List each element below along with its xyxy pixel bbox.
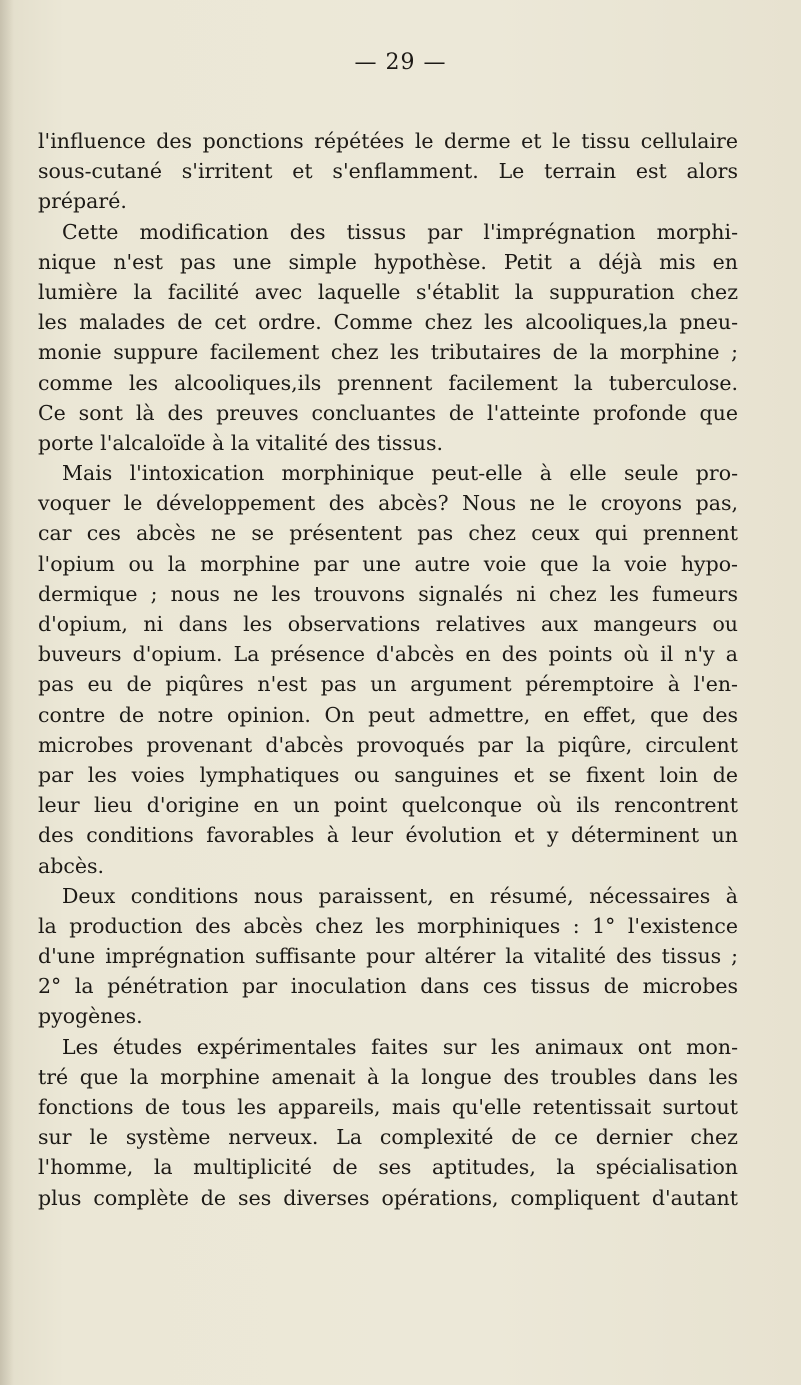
text-line: la production des abcès chez les morphiniques : 1° l'existence — [38, 913, 738, 938]
paragraph-first-line: Mais l'intoxication morphinique peut-elle à elle seule pro- — [62, 461, 738, 486]
text-line: l'influence des ponctions répétées le derme et le tissu cellulaire — [38, 129, 738, 153]
body-text — [38, 126, 738, 1213]
text-line: Ce sont là des preuves concluantes de l'atteinte profonde que — [38, 400, 738, 425]
text-line: plus complète de ses diverses opérations, compliquent d'autant — [38, 1185, 738, 1210]
text-line: pas eu de piqûres n'est pas un argument péremptoire à l'en- — [38, 672, 738, 697]
text-line: contre de notre opinion. On peut admettre, en effet, que des — [38, 702, 738, 727]
text-line: d'une imprégnation suffisante pour altérer la vitalité des tissus ; — [38, 944, 738, 969]
text-line: tré que la morphine amenait à la longue des troubles dans les — [38, 1064, 738, 1089]
text-line: 2° la pénétration par inoculation dans ces tissus de microbes — [38, 974, 738, 999]
text-line: microbes provenant d'abcès provoqués par la piqûre, circulent — [38, 732, 738, 757]
text-line: par les voies lymphatiques ou sanguines et se fixent loin de — [38, 762, 738, 787]
text-line: leur lieu d'origine en un point quelconque où ils rencontrent — [38, 793, 738, 818]
text-line: l'homme, la multiplicité de ses aptitudes, la spécialisation — [38, 1155, 738, 1180]
text-line: porte l'alcaloïde à la vitalité des tissus. — [38, 430, 444, 455]
page-number: — 29 — — [354, 50, 447, 75]
text-line: voquer le développement des abcès? Nous ne le croyons pas, — [38, 491, 738, 516]
text-line: comme les alcooliques,ils prennent facilement la tuberculose. — [38, 370, 738, 395]
paragraph-first-line: Les études expérimentales faites sur les animaux ont mon- — [62, 1034, 738, 1059]
text-line: les malades de cet ordre. Comme chez les alcooliques,la pneu- — [38, 310, 738, 335]
text-line: abcès. — [38, 853, 104, 878]
text-line: d'opium, ni dans les observations relatives aux mangeurs ou — [38, 612, 738, 636]
text-line: fonctions de tous les appareils, mais qu'elle retentissait surtout — [38, 1095, 738, 1119]
text-line: l'opium ou la morphine par une autre voie que la voie hypo- — [38, 551, 738, 576]
text-line: préparé. — [38, 189, 127, 214]
paragraph-first-line: Deux conditions nous paraissent, en résumé, nécessaires à — [62, 883, 738, 908]
text-line: car ces abcès ne se présentent pas chez ceux qui prennent — [38, 521, 738, 546]
text-line: sur le système nerveux. La complexité de ce dernier chez — [38, 1125, 738, 1150]
text-line: des conditions favorables à leur évolution et y déterminent un — [38, 823, 738, 848]
text-line: dermique ; nous ne les trouvons signalés ni chez les fumeurs — [38, 581, 738, 606]
text-line: monie suppure facilement chez les tributaires de la morphine ; — [38, 340, 738, 365]
text-line: sous-cutané s'irritent et s'enflamment. Le terrain est alors — [38, 159, 738, 184]
paragraph-first-line: Cette modification des tissus par l'imprégnation morphi- — [62, 219, 738, 244]
page-edge-shadow — [0, 0, 14, 1385]
text-line: buveurs d'opium. La présence d'abcès en des points où il n'y a — [38, 642, 738, 667]
text-line: pyogènes. — [38, 1004, 143, 1029]
text-line: nique n'est pas une simple hypothèse. Petit a déjà mis en — [38, 249, 738, 274]
text-line: lumière la facilité avec laquelle s'établit la suppuration chez — [38, 279, 738, 304]
